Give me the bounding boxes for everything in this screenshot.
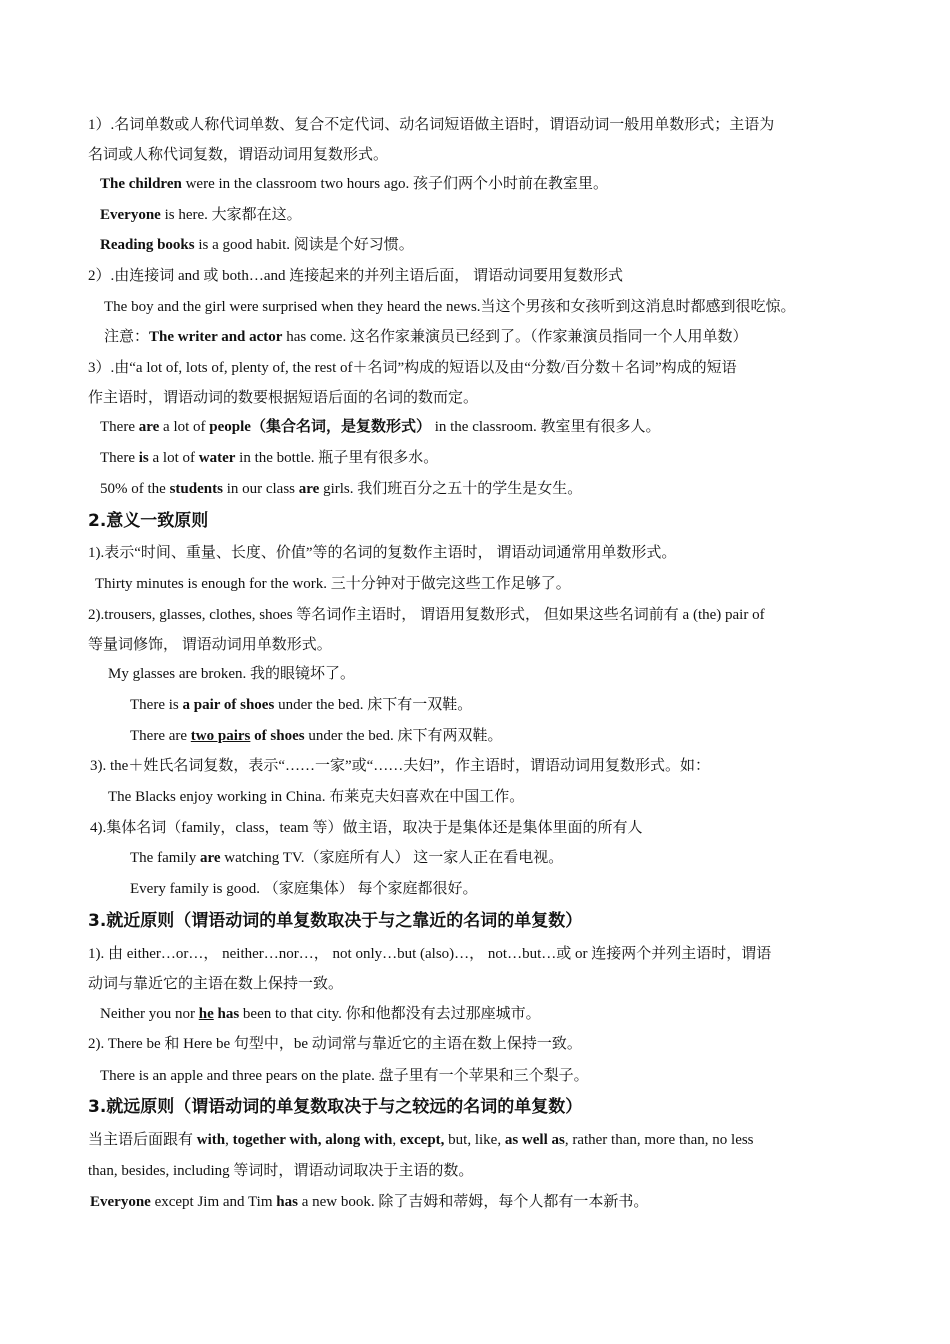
example-glasses: My glasses are broken. 我的眼镜坏了。 (108, 666, 356, 682)
rule-trousers: 2).trousers, glasses, clothes, shoes 等名词作主语时， 谓语用复数形式， 但如果这些名词前有 a (the) pair of (88, 607, 765, 623)
example-everyone: Everyone is here. 大家都在这。 (100, 207, 302, 223)
rule-1-cont: 名词或人称代词复数，谓语动词用复数形式。 (88, 147, 389, 163)
rule-collective: 4).集体名词（family，class，team 等）做主语，取决于是集体还是集体里面的所有人 (90, 820, 643, 836)
example-thirty-minutes: Thirty minutes is enough for the work. 三十分钟对于做完这些工作足够了。 (95, 576, 571, 592)
example-people: There are a lot of people（集合名词，是复数形式） in the classroom. 教室里有很多人。 (100, 419, 661, 435)
example-every-family: Every family is good. （家庭集体） 每个家庭都很好。 (130, 881, 478, 897)
example-apple-pears: There is an apple and three pears on the plate. 盘子里有一个苹果和三个梨子。 (100, 1068, 589, 1084)
note-writer-actor: 注意：The writer and actor has come. 这名作家兼演员已经到了。（作家兼演员指同一个人用单数） (104, 329, 748, 345)
example-pair-shoes: There is a pair of shoes under the bed. 床下有一双鞋。 (130, 697, 473, 713)
example-water: There is a lot of water in the bottle. 瓶子里有很多水。 (100, 450, 439, 466)
example-everyone-except: Everyone except Jim and Tim has a new book. 除了吉姆和蒂姆，每个人都有一本新书。 (90, 1194, 649, 1210)
rule-there-be: 2). There be 和 Here be 句型中，be 动词常与靠近它的主语在数上保持一致。 (88, 1036, 582, 1052)
rule-either-or: 1). 由 either…or…， neither…nor…， not only…but (also)…， not…but…或 or 连接两个并列主语时，谓语 (88, 946, 772, 962)
rule-3: 3）.由“a lot of, lots of, plenty of, the rest of＋名词”构成的短语以及由“分数/百分数＋名词”构成的短语 (88, 360, 737, 376)
example-children: The children were in the classroom two hours ago. 孩子们两个小时前在教室里。 (100, 176, 609, 192)
rule-surname: 3). the＋姓氏名词复数，表示“……一家”或“……夫妇”，作主语时，谓语动词用复数形式。如： (90, 758, 710, 774)
rule-trousers-cont: 等量词修饰， 谓语动词用单数形式。 (88, 637, 332, 653)
rule-3-cont: 作主语时，谓语动词的数要根据短语后面的名词的数而定。 (88, 390, 479, 406)
example-students: 50% of the students in our class are girls. 我们班百分之五十的学生是女生。 (100, 481, 583, 497)
example-two-pairs: There are two pairs of shoes under the bed. 床下有两双鞋。 (130, 728, 503, 744)
example-neither-nor: Neither you nor he has been to that city. 你和他都没有去过那座城市。 (100, 1006, 541, 1022)
example-blacks: The Blacks enjoy working in China. 布莱克夫妇喜欢在中国工作。 (108, 789, 525, 805)
rule-with-except-cont: than, besides, including 等词时，谓语动词取决于主语的数。 (88, 1163, 474, 1179)
heading-distance: 3.就远原则（谓语动词的单复数取决于与之较远的名词的单复数） (88, 1097, 583, 1117)
rule-2: 2）.由连接词 and 或 both…and 连接起来的并列主语后面， 谓语动词要用复数形式 (88, 268, 623, 284)
heading-proximity: 3.就近原则（谓语动词的单复数取决于与之靠近的名词的单复数） (88, 911, 583, 931)
example-family-are: The family are watching TV.（家庭所有人） 这一家人正在看电视。 (130, 850, 564, 866)
example-reading: Reading books is a good habit. 阅读是个好习惯。 (100, 237, 414, 253)
rule-1: 1）.名词单数或人称代词单数、复合不定代词、动名词短语做主语时，谓语动词一般用单数形式；主语为 (88, 117, 775, 133)
example-boy-girl: The boy and the girl were surprised when they heard the news.当这个男孩和女孩听到这消息时都感到很吃惊。 (104, 299, 796, 315)
rule-with-except: 当主语后面跟有 with, together with, along with, except, but, like, as well as, rather than, more than, no less (88, 1132, 754, 1148)
rule-either-or-cont: 动词与靠近它的主语在数上保持一致。 (88, 976, 344, 992)
rule-time-weight: 1).表示“时间、重量、长度、价值”等的名词的复数作主语时， 谓语动词通常用单数形式。 (88, 545, 677, 561)
heading-meaning-agreement: 2.意义一致原则 (88, 511, 209, 531)
